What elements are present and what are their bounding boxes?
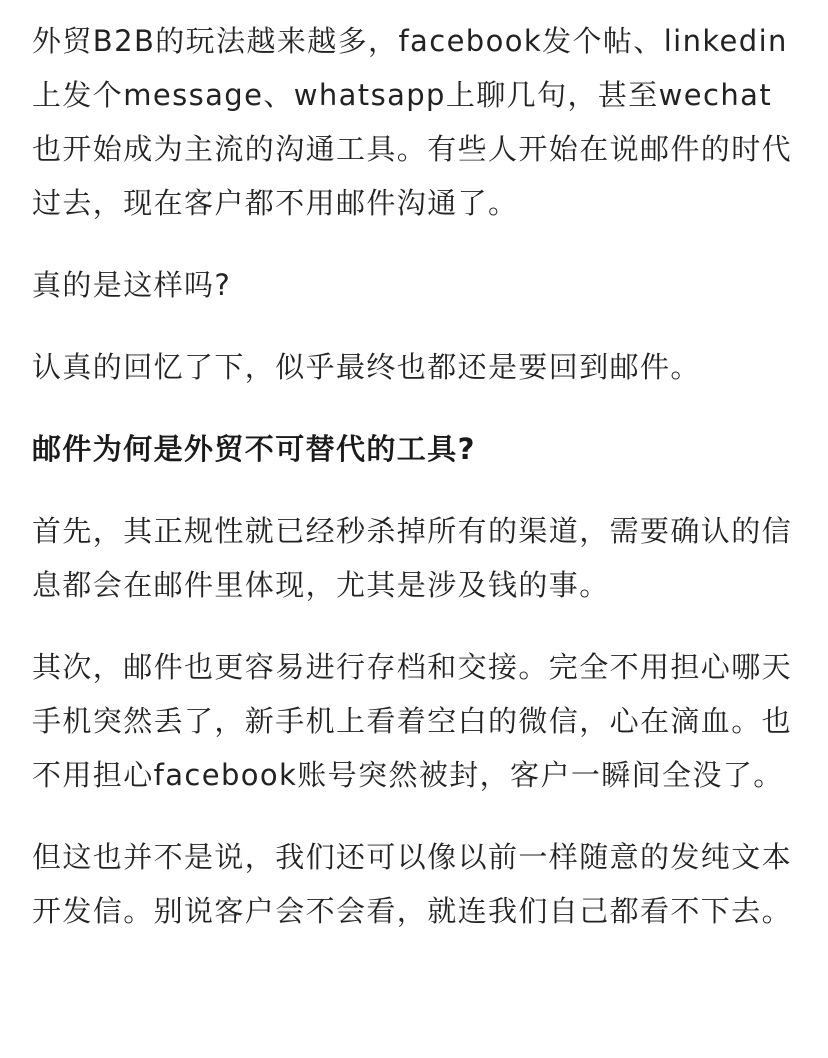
paragraph-caveat: 但这也并不是说，我们还可以像以前一样随意的发纯文本开发信。别说客户会不会看，就连我们自己都看不下去。 xyxy=(32,840,793,928)
paragraph-first-reason: 首先，其正规性就已经秒杀掉所有的渠道，需要确认的信息都会在邮件里体现，尤其是涉及钱的事。 xyxy=(32,514,793,602)
paragraph-question: 真的是这样吗? xyxy=(32,268,232,302)
section-heading: 邮件为何是外贸不可替代的工具? xyxy=(32,432,476,466)
paragraph-intro: 外贸B2B的玩法越来越多，facebook发个帖、linkedin上发个message、whatsapp上聊几句，甚至wechat也开始成为主流的沟通工具。有些人开始在说邮件的时代过去，现在客户都不用邮件沟通了。 xyxy=(32,24,793,220)
paragraph-second-reason: 其次，邮件也更容易进行存档和交接。完全不用担心哪天手机突然丢了，新手机上看着空白的微信，心在滴血。也不用担心facebook账号突然被封，客户一瞬间全没了。 xyxy=(32,650,793,792)
paragraph-reflection: 认真的回忆了下，似乎最终也都还是要回到邮件。 xyxy=(32,350,701,384)
